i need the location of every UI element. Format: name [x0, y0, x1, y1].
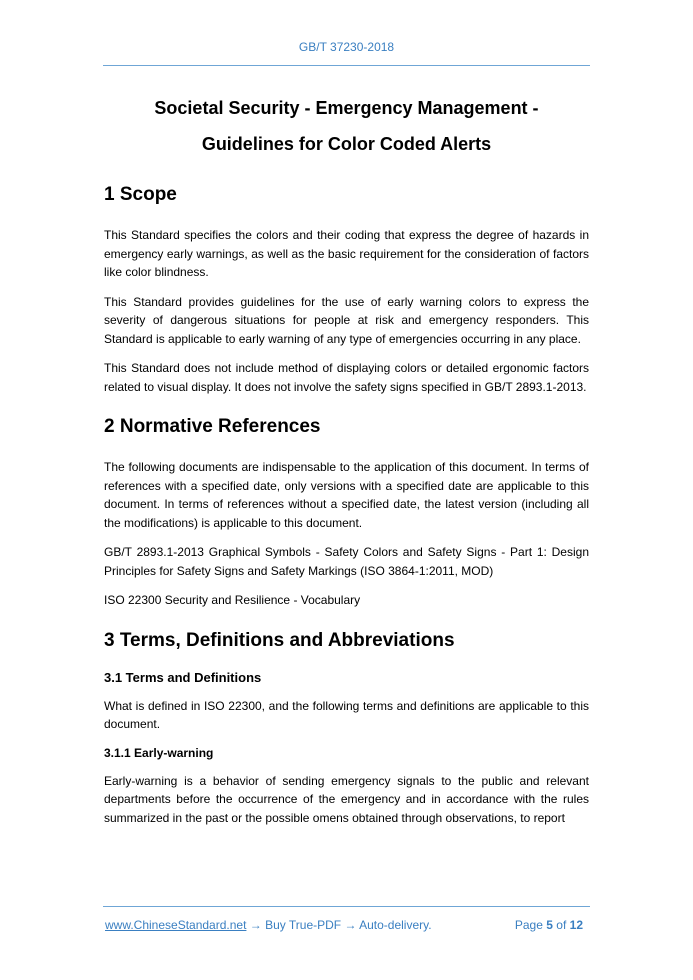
section-heading-scope: 1 Scope [104, 184, 177, 205]
document-body [104, 90, 589, 827]
header-divider [103, 65, 590, 66]
section-heading-normative-references: 2 Normative References [104, 416, 321, 437]
scope-paragraph-1: This Standard specifies the colors and their coding that express the degree of hazards in emergency early warnings, as well as the basic requirement for the consideration of factors like color blindness. [104, 228, 589, 279]
page-footer [105, 918, 590, 932]
of-label: of [556, 918, 567, 932]
early-warning-paragraph: Early-warning is a behavior of sending emergency signals to the public and relevant departments before the occurrence of the emergency and in accordance with the rules summarized in the past or the possible omens obtained through observations, to report [104, 773, 589, 825]
footer-tagline: → Buy True-PDF → Auto-delivery. [246, 918, 432, 932]
scope-paragraph-2: This Standard provides guidelines for the use of early warning colors to express the severity of dangerous situations for people at risk and emergency responders. This Standard is applicable to early warning of any type of emergencies occurring in any place. [104, 294, 589, 346]
normative-reference-2: ISO 22300 Security and Resilience - Vocabulary [104, 593, 361, 607]
page-label: Page [514, 918, 543, 932]
normative-reference-1: GB/T 2893.1-2013 Graphical Symbols - Safety Colors and Safety Signs - Part 1: Design Principles for Safety Signs and Safety Markings (ISO 3864-1:2011, MOD) [104, 545, 589, 578]
standard-code-header: GB/T 37230-2018 [298, 40, 395, 54]
scope-paragraph-3: This Standard does not include method of displaying colors or detailed ergonomic factors related to visual display. It does not involve the safety signs specified in GB/T 2893.1-2013. [104, 361, 589, 394]
website-link[interactable]: www.ChineseStandard.net [105, 918, 247, 932]
subsection-heading-terms-definitions: 3.1 Terms and Definitions [104, 669, 262, 685]
document-title-line-2: Guidelines for Color Coded Alerts [201, 134, 492, 154]
page-current-number: 5 [546, 918, 553, 932]
page-total-number: 12 [569, 918, 583, 932]
page-indicator [515, 918, 583, 932]
section-heading-terms: 3 Terms, Definitions and Abbreviations [104, 629, 455, 651]
normative-paragraph-1: The following documents are indispensable to the application of this document. In terms of references with a specified date, only versions with a specified date are applicable to this document. In terms of references without a specified date, the latest version (including all the modifications) is applicable to this document. [104, 460, 589, 530]
document-title-line-1: Societal Security - Emergency Management - [154, 98, 539, 118]
terms-paragraph-1: What is defined in ISO 22300, and the following terms and definitions are applicable to this document. [104, 698, 589, 731]
footer-divider [103, 906, 590, 907]
subsubsection-heading-early-warning: 3.1.1 Early-warning [104, 745, 214, 760]
